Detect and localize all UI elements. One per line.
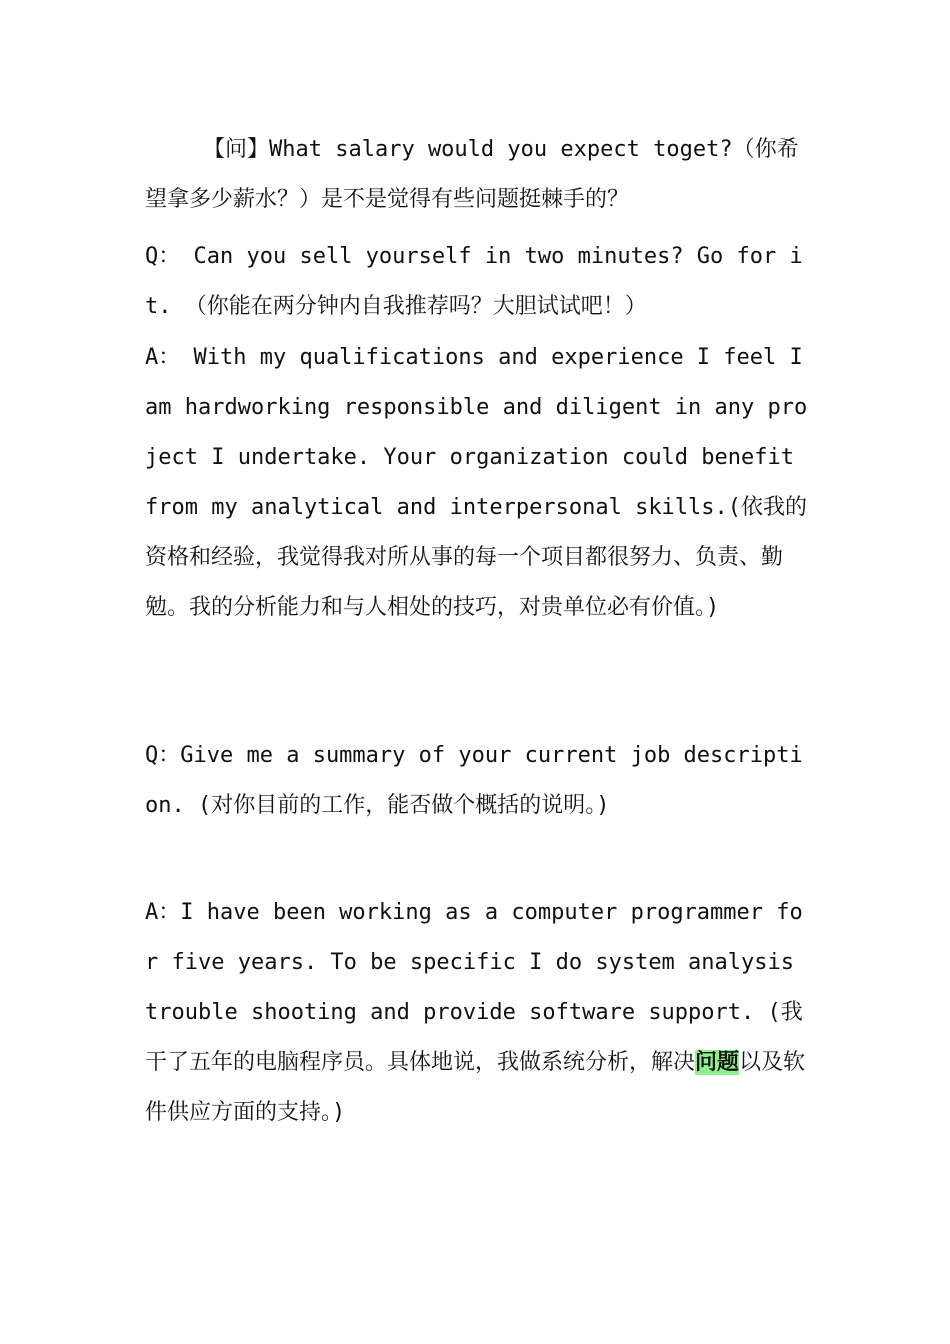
answer-text-before-highlight: A：I have been working as a computer programmer for five years. To be specific I do system analysis trouble shooting and provide software support. (我干了五年的电脑程序员。具体地说，我做系统分析，解决 [145,900,803,1075]
paragraph-question-sell-yourself: Q： Can you sell yourself in two minutes? Go for it. （你能在两分钟内自我推荐吗？大胆试试吧！） [145,244,803,319]
paragraph-answer-qualifications: A： With my qualifications and experience I feel I am hardworking responsible and diligent in any project I undertake. Your organization could benefit from my analytical and interpersonal skills.(依我的资格和经验，我觉得我对所从事的每一个项目都很努力、负责、勤勉。我的分析能力和与人相处的技巧，对贵单位必有价值。) [145,345,808,620]
paragraph-question-job-summary: Q：Give me a summary of your current job description. (对你目前的工作，能否做个概括的说明。) [145,743,803,818]
paragraph-salary-question: 【问】What salary would you expect toget?（你希望拿多少薪水？）是不是觉得有些问题挺棘手的？ [145,137,799,212]
highlighted-term: 问题 [695,1050,740,1075]
paragraph-answer-programmer [145,888,810,1138]
answer-text-after-highlight: 以及软件供应方面的支持。) [145,1050,806,1125]
